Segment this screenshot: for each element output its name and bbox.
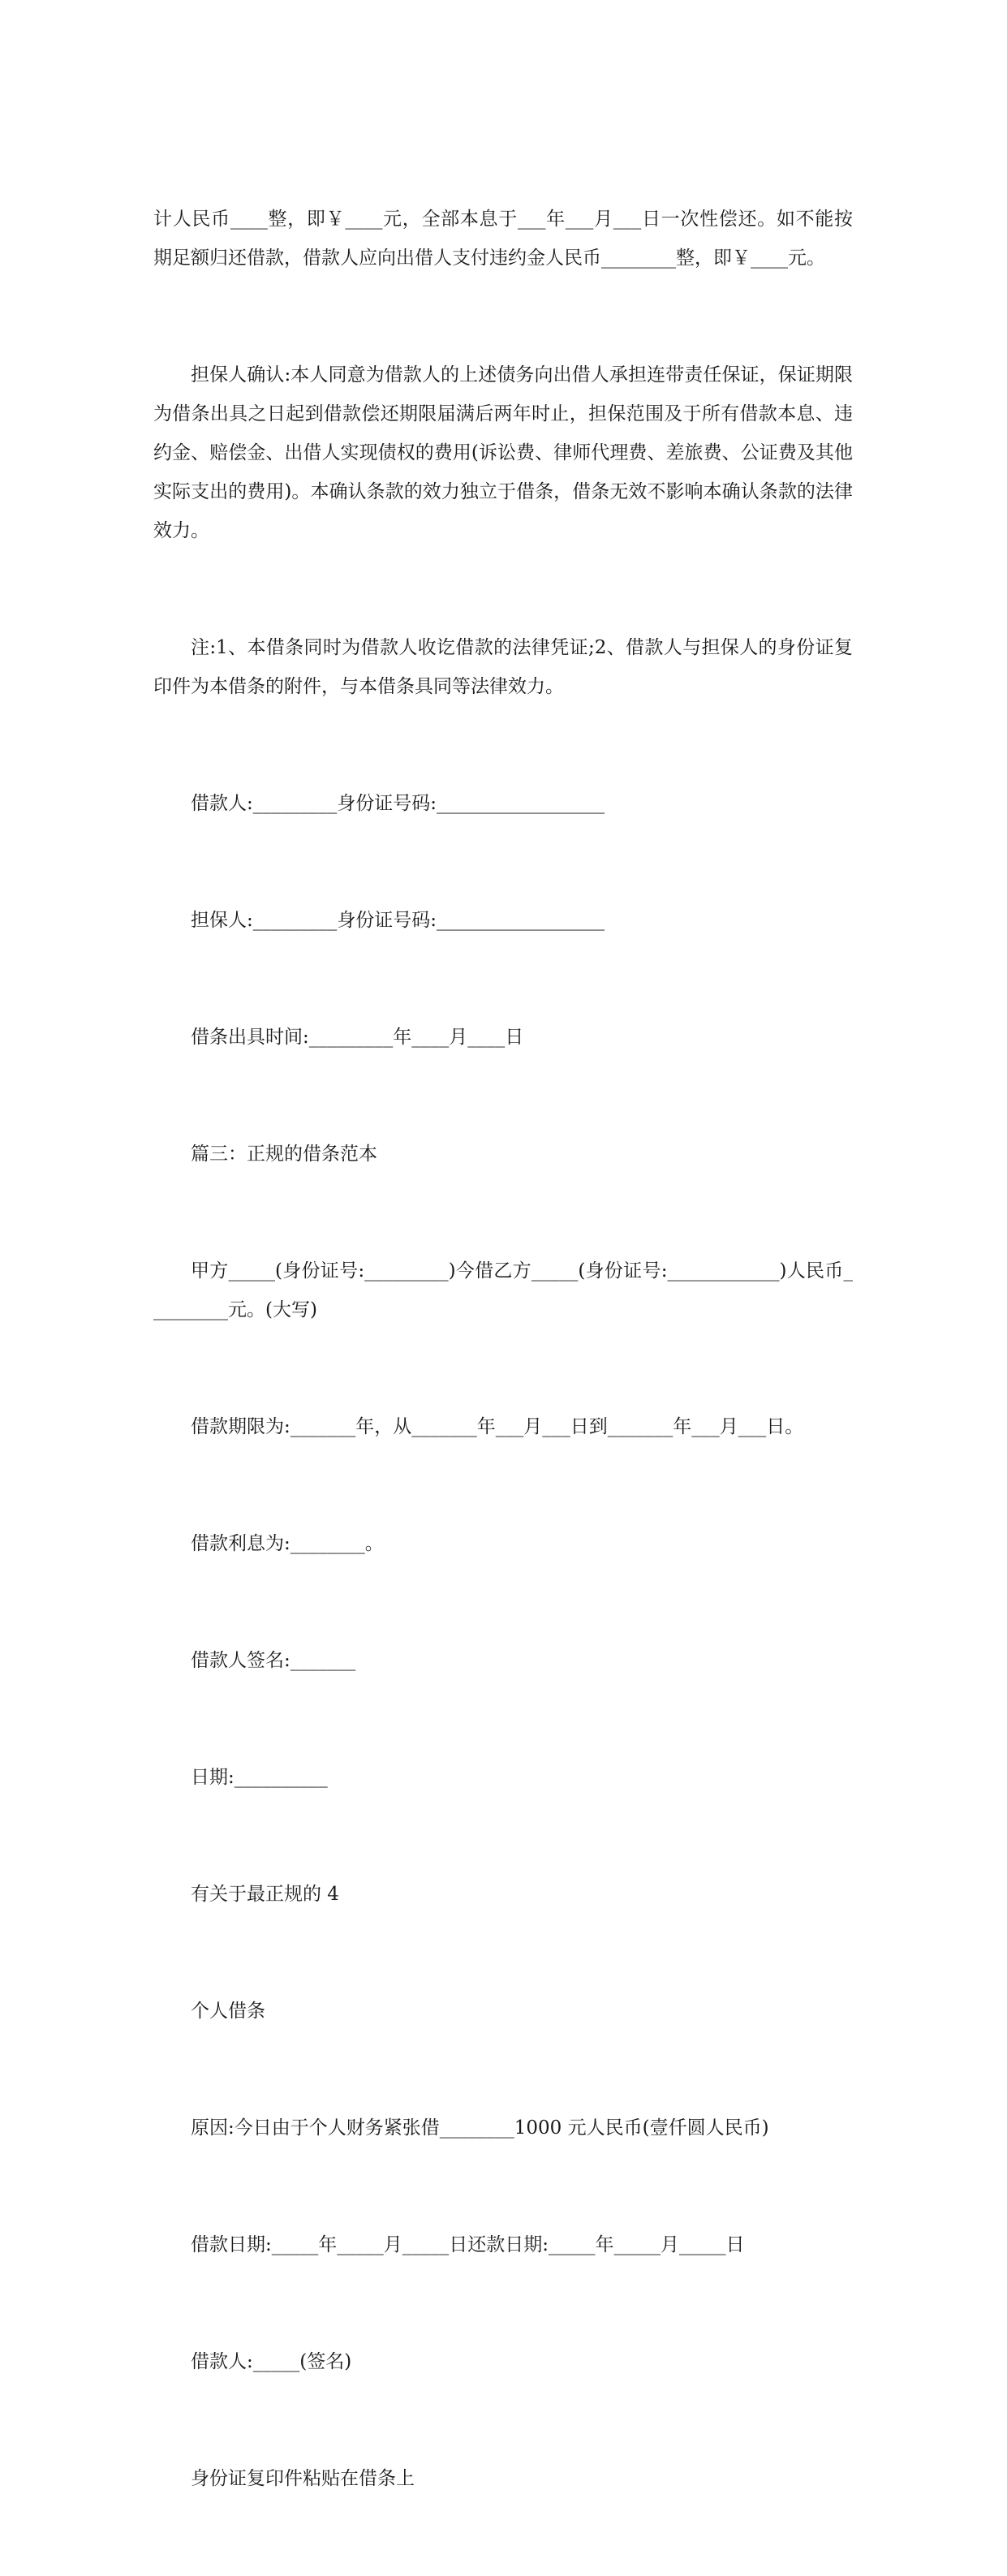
- line-reason: 原因:今日由于个人财务紧张借________1000 元人民币(壹仟圆人民币): [191, 2117, 769, 2139]
- section-heading: 篇三：正规的借条范本: [191, 1144, 377, 1165]
- line-id-copy-note: 身份证复印件粘贴在借条上: [191, 2468, 415, 2489]
- paragraph-note: 注:1、本借条同时为借款人收讫借款的法律凭证;2、借款人与担保人的身份证复印件为本借条的附件，与本借条具同等法律效力。: [153, 637, 853, 697]
- line-related-title: 有关于最正规的 4: [191, 1884, 339, 1905]
- line-loan-repay-dates: 借款日期:_____年_____月_____日还款日期:_____年_____月_____日: [191, 2234, 745, 2255]
- document-body: [153, 122, 853, 2576]
- line-issue-date: 借条出具时间:_________年____月____日: [191, 1027, 524, 1048]
- paragraph-repayment-terms: 计人民币____整，即￥____元，全部本息于___年___月___日一次性偿还。如不能按期足额归还借款，借款人应向出借人支付违约金人民币________整，即￥____元。: [153, 209, 853, 269]
- line-borrower-signature: 借款人签名:_______: [191, 1650, 356, 1671]
- line-borrower-sign: 借款人:_____(签名): [191, 2351, 352, 2372]
- paragraph-party-a: 甲方_____(身份证号:_________)今借乙方_____(身份证号:____________)人民币_________元。(大写): [153, 1260, 853, 1320]
- paragraph-loan-term: 借款期限为:_______年，从_______年___月___日到_______年___月___日。: [191, 1416, 804, 1437]
- line-date: 日期:__________: [191, 1767, 328, 1788]
- paragraph-guarantor-confirmation: 担保人确认:本人同意为借款人的上述债务向出借人承担连带责任保证，保证期限为借条出具之日起到借款偿还期限届满后两年时止，担保范围及于所有借款本息、违约金、赔偿金、出借人实现债权的费用(诉讼费、律师代理费、差旅费、公证费及其他实际支出的费用)。本确认条款的效力独立于借条，借条无效不影响本确认条款的法律效力。: [153, 364, 853, 541]
- line-personal-iou: 个人借条: [191, 2001, 265, 2022]
- line-loan-interest: 借款利息为:________。: [191, 1533, 384, 1554]
- line-borrower-id: 借款人:_________身份证号码:__________________: [191, 793, 605, 814]
- line-guarantor-id: 担保人:_________身份证号码:__________________: [191, 910, 605, 931]
